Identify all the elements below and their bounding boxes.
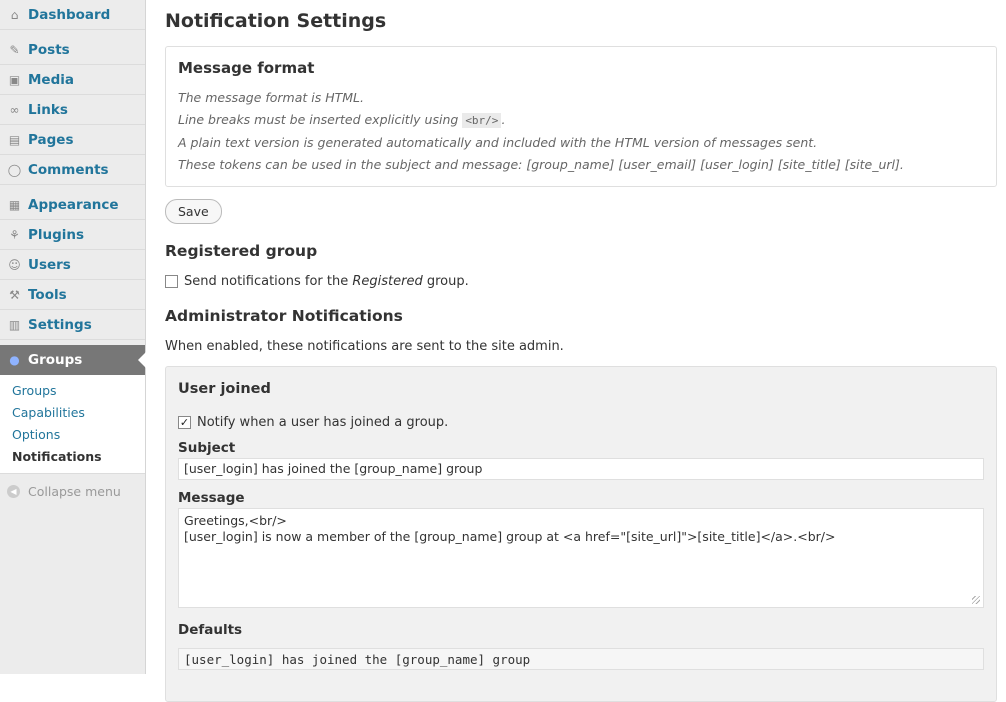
resize-handle-icon[interactable] [972, 596, 980, 604]
collapse-menu-label: Collapse menu [28, 484, 121, 499]
sidebar-item-settings[interactable] [0, 310, 145, 340]
user-joined-notify-checkbox[interactable]: ✓ [179, 416, 190, 429]
sidebar-item-label: Pages [28, 131, 74, 148]
sidebar-item-dashboard[interactable] [0, 0, 145, 30]
dashboard-icon: ⌂ [10, 7, 19, 22]
page-title: Notification Settings [165, 10, 387, 32]
user-joined-heading: User joined [178, 381, 271, 397]
format-line-html: The message format is HTML. [178, 90, 364, 105]
message-format-heading: Message format [178, 59, 315, 77]
users-icon: ☺ [8, 257, 21, 272]
submenu-item-options[interactable]: Options [12, 427, 61, 442]
registered-notify-checkbox[interactable] [165, 275, 178, 288]
format-line-breaks-text: Line breaks must be inserted explicitly using [178, 112, 459, 127]
message-format-box [165, 46, 997, 187]
pin-icon: ✎ [9, 42, 20, 57]
sidebar-item-appearance[interactable] [0, 190, 145, 220]
registered-notify-label [184, 274, 469, 289]
sidebar-item-comments[interactable] [0, 155, 145, 185]
appearance-icon: ▦ [8, 197, 21, 212]
subject-label: Subject [178, 440, 236, 456]
groups-icon: ● [9, 353, 20, 367]
sidebar-item-label: Plugins [28, 226, 85, 243]
sidebar-group-1 [0, 0, 145, 30]
message-line: [user_login] is now a member of the [group_name] group at <a href="[site_url]">[site_title]</a>.<br/> [184, 529, 836, 544]
format-line-breaks [178, 109, 984, 132]
message-textarea[interactable] [178, 508, 984, 608]
registered-label-pre: Send notifications for the [184, 274, 349, 289]
sidebar-item-label: Posts [28, 41, 70, 58]
sidebar-item-label: Appearance [28, 196, 119, 213]
settings-icon: ▥ [8, 317, 21, 332]
sidebar-item-label: Settings [28, 316, 92, 333]
format-line-breaks-end: . [501, 112, 506, 127]
submenu-item-capabilities[interactable]: Capabilities [12, 405, 85, 420]
registered-group-heading: Registered group [165, 242, 318, 260]
registered-notify-row [165, 274, 997, 289]
collapse-arrow-icon: ◀ [7, 485, 20, 498]
sidebar-group-2 [0, 35, 145, 185]
comment-icon: ◯ [7, 162, 22, 177]
sidebar-group-3 [0, 190, 145, 340]
br-code: <br/> [462, 113, 501, 128]
sidebar-item-tools[interactable] [0, 280, 145, 310]
admin-sidebar [0, 0, 146, 674]
sidebar-item-groups[interactable] [0, 345, 145, 375]
registered-label-em: Registered [352, 274, 423, 289]
sidebar-item-label: Comments [28, 161, 109, 178]
user-joined-panel [165, 366, 997, 702]
sidebar-item-links[interactable] [0, 95, 145, 125]
sidebar-item-label: Tools [28, 286, 67, 303]
sidebar-item-label: Dashboard [28, 6, 111, 23]
save-button[interactable]: Save [165, 199, 222, 224]
link-icon: ∞ [9, 102, 20, 117]
plugin-icon: ⚘ [9, 227, 20, 242]
defaults-subject-value: [user_login] has joined the [group_name] group [178, 648, 984, 670]
collapse-menu-button[interactable] [0, 474, 145, 509]
registered-label-post: group. [426, 274, 469, 289]
sidebar-item-label: Media [28, 71, 74, 88]
sidebar-item-pages[interactable] [0, 125, 145, 155]
admin-notifications-heading: Administrator Notifications [165, 307, 403, 325]
pages-icon: ▤ [8, 132, 21, 147]
user-joined-notify-label: Notify when a user has joined a group. [197, 415, 449, 430]
sidebar-item-plugins[interactable] [0, 220, 145, 250]
sidebar-item-posts[interactable] [0, 35, 145, 65]
format-line-plaintext: A plain text version is generated automatically and included with the HTML version of messages sent. [178, 135, 818, 150]
sidebar-item-label: Links [28, 101, 68, 118]
format-line-tokens: These tokens can be used in the subject and message: [group_name] [user_email] [user_login] [site_title] [site_url]. [178, 157, 904, 172]
media-icon: ▣ [8, 72, 21, 87]
sidebar-item-label: Users [28, 256, 71, 273]
groups-submenu [0, 375, 145, 474]
submenu-item-notifications[interactable]: Notifications [12, 449, 102, 464]
message-label: Message [178, 490, 245, 506]
tools-icon: ⚒ [9, 287, 20, 302]
admin-notifications-description: When enabled, these notifications are sent to the site admin. [165, 339, 564, 354]
submenu-item-groups[interactable]: Groups [12, 383, 57, 398]
defaults-label: Defaults [178, 622, 243, 638]
sidebar-item-label: Groups [28, 352, 83, 368]
sidebar-item-media[interactable] [0, 65, 145, 95]
main-content [165, 0, 997, 702]
subject-input[interactable]: [user_login] has joined the [group_name] group [178, 458, 984, 480]
user-joined-notify-row [178, 415, 984, 430]
message-line: Greetings,<br/> [184, 513, 287, 528]
sidebar-item-users[interactable] [0, 250, 145, 280]
